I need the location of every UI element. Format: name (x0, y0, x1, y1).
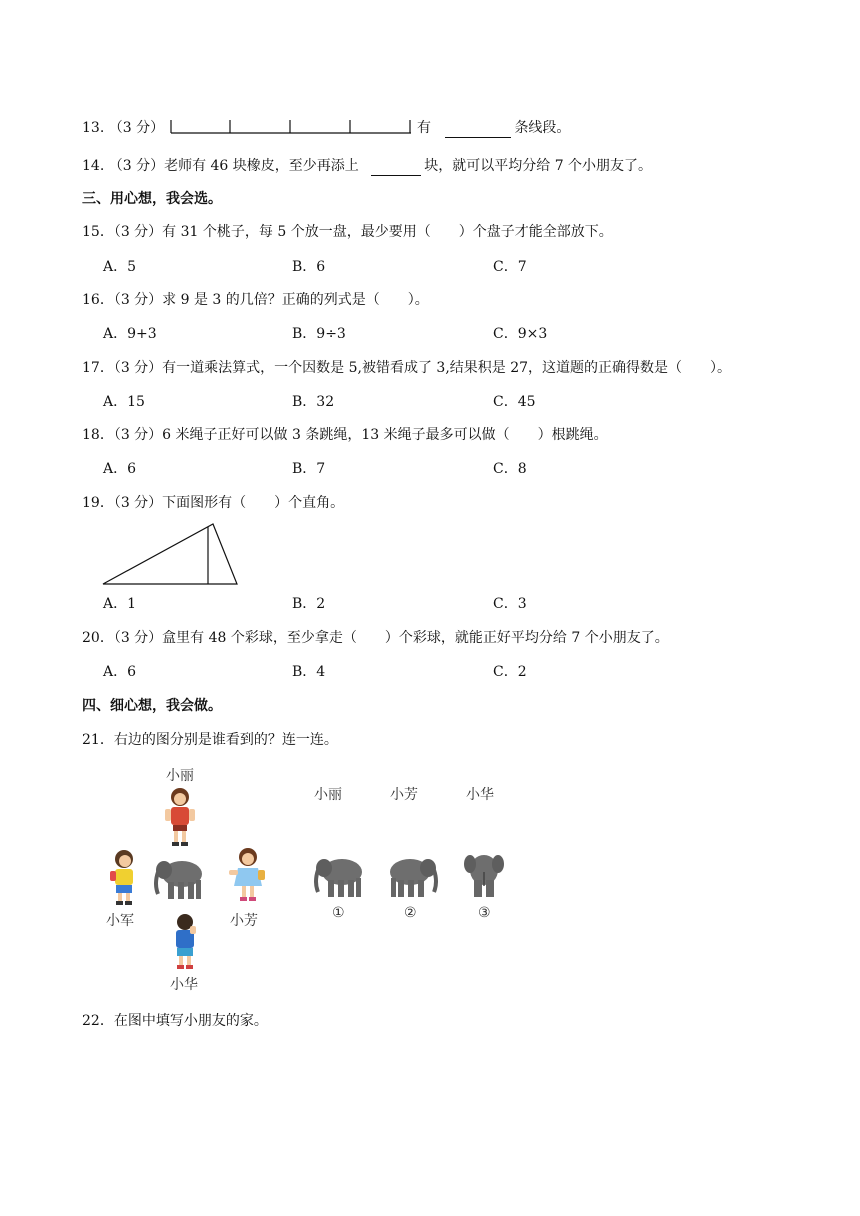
question-13 (82, 117, 570, 138)
q18-option-a[interactable]: A．6 (103, 461, 137, 477)
q18-option-b[interactable]: B．7 (292, 461, 326, 477)
q16-option-b[interactable]: B．9÷3 (292, 326, 346, 342)
label-xiaojun: 小军 (106, 913, 134, 929)
q15-option-b[interactable]: B．6 (292, 259, 326, 275)
q20-option-b[interactable]: B．4 (292, 664, 326, 680)
elephant-center-icon (154, 856, 206, 902)
question-16: 16．（3 分）求 9 是 3 的几倍？正确的列式是（ ）。 (82, 292, 429, 308)
q14-score: （3 分） (108, 158, 165, 174)
section-4-heading: 四、细心想，我会做。 (82, 698, 222, 714)
q21-views-panel (304, 760, 509, 995)
q16-option-c[interactable]: C．9×3 (493, 326, 548, 342)
q20-option-a[interactable]: A．6 (103, 664, 137, 680)
q13-answer-blank[interactable] (445, 121, 511, 138)
question-22: 22．在图中填写小朋友的家。 (82, 1013, 268, 1029)
q19-triangle-figure (100, 521, 240, 587)
name-option-3[interactable]: 小华 (466, 787, 494, 803)
girl-xiaofang-icon (228, 846, 268, 904)
question-15: 15．（3 分）有 31 个桃子，每 5 个放一盘，最少要用（ ）个盘子才能全部放下。 (82, 224, 613, 240)
boy-xiaohua-icon (170, 912, 200, 972)
elephant-view-3-icon[interactable] (464, 852, 504, 900)
q19-option-a[interactable]: A．1 (103, 596, 137, 612)
view-label-1: ① (332, 905, 345, 921)
name-option-1[interactable]: 小丽 (314, 787, 342, 803)
section-3-heading: 三、用心想，我会选。 (82, 191, 222, 207)
q19-option-b[interactable]: B．2 (292, 596, 326, 612)
q20-option-c[interactable]: C．2 (493, 664, 527, 680)
question-19: 19．（3 分）下面图形有（ ）个直角。 (82, 495, 345, 511)
q15-option-a[interactable]: A．5 (103, 259, 137, 275)
question-21: 21．右边的图分别是谁看到的？连一连。 (82, 732, 338, 748)
boy-xiaojun-icon (106, 848, 142, 906)
q14-post: 块，就可以平均分给 7 个小朋友了。 (424, 158, 653, 174)
q15-option-c[interactable]: C．7 (493, 259, 527, 275)
label-xiaohua: 小华 (170, 977, 198, 993)
elephant-view-2-icon[interactable] (386, 854, 438, 900)
q16-option-a[interactable]: A．9+3 (103, 326, 157, 342)
q13-mid: 有 (416, 120, 431, 136)
q14-number: 14. (82, 158, 105, 174)
label-xiaoli: 小丽 (166, 768, 194, 784)
q18-option-c[interactable]: C．8 (493, 461, 527, 477)
q14-answer-blank[interactable] (371, 159, 421, 176)
q13-score: （3 分） (108, 120, 165, 136)
q14-pre: 老师有 46 块橡皮，至少再添上 (164, 158, 359, 174)
view-label-3: ③ (478, 905, 491, 921)
elephant-view-1-icon[interactable] (314, 854, 366, 900)
question-17: 17．（3 分）有一道乘法算式，一个因数是 5,被错看成了 3,结果积是 27，这道题的正确得数是（ ）。 (82, 360, 732, 376)
q13-segment-figure (169, 117, 413, 135)
q17-option-b[interactable]: B．32 (292, 394, 335, 410)
name-option-2[interactable]: 小芳 (390, 787, 418, 803)
girl-xiaoli-icon (162, 786, 198, 848)
q17-option-a[interactable]: A．15 (103, 394, 145, 410)
label-xiaofang: 小芳 (230, 913, 258, 929)
q21-scene (104, 760, 304, 995)
question-18: 18．（3 分）6 米绳子正好可以做 3 条跳绳，13 米绳子最多可以做（ ）根跳绳。 (82, 427, 608, 443)
q17-option-c[interactable]: C．45 (493, 394, 536, 410)
q13-tail: 条线段。 (514, 120, 571, 136)
view-label-2: ② (404, 905, 417, 921)
q19-option-c[interactable]: C．3 (493, 596, 527, 612)
question-20: 20．（3 分）盒里有 48 个彩球，至少拿走（ ）个彩球，就能正好平均分给 7 个小朋友了。 (82, 630, 669, 646)
question-14 (82, 156, 652, 176)
q13-number: 13. (82, 120, 105, 136)
